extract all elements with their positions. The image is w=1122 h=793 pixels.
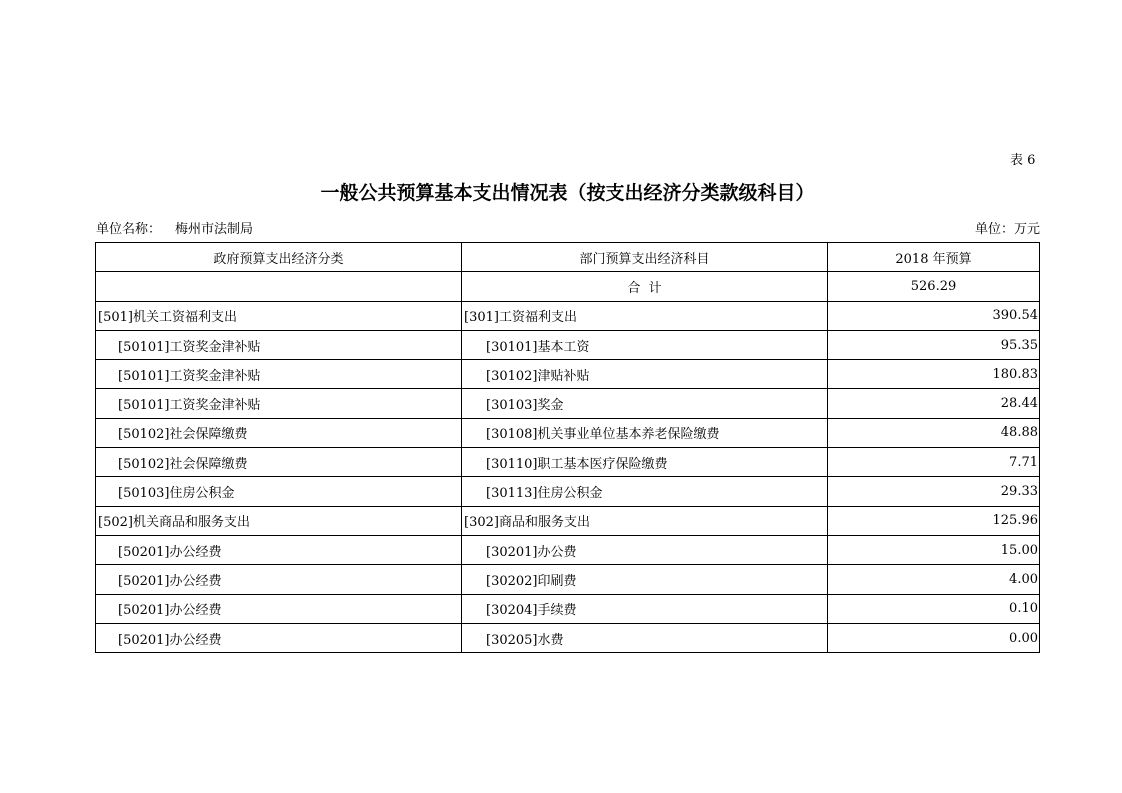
- header-budget-2018: 2018 年预算: [828, 243, 1040, 272]
- gov-classification-cell: [50101]工资奖金津补贴: [96, 360, 462, 389]
- gov-classification-cell: [50201]办公经费: [96, 623, 462, 652]
- gov-classification-cell: [50201]办公经费: [96, 594, 462, 623]
- unit-info-line: [96, 218, 1040, 237]
- amount-cell: 28.44: [828, 389, 1040, 418]
- amount-cell: 180.83: [828, 360, 1040, 389]
- gov-classification-cell: [50102]社会保障缴费: [96, 448, 462, 477]
- total-value: 526.29: [828, 272, 1040, 301]
- header-gov-classification: 政府预算支出经济分类: [96, 243, 462, 272]
- table-number: 表 6: [1010, 153, 1036, 168]
- dept-subject-cell: [30201]办公费: [462, 535, 828, 564]
- gov-classification-cell: [50201]办公经费: [96, 565, 462, 594]
- budget-table: [95, 242, 1040, 653]
- table-row: [96, 330, 1040, 359]
- table-row: [96, 565, 1040, 594]
- dept-subject-cell: [30110]职工基本医疗保险缴费: [462, 448, 828, 477]
- amount-cell: 0.00: [828, 623, 1040, 652]
- gov-classification-cell: [501]机关工资福利支出: [96, 301, 462, 330]
- amount-cell: 95.35: [828, 330, 1040, 359]
- dept-subject-cell: [30102]津贴补贴: [462, 360, 828, 389]
- unit-name: 梅州市法制局: [175, 222, 254, 237]
- total-label: 合 计: [462, 272, 828, 301]
- unit-name-group: [96, 218, 253, 237]
- header-dept-subject: 部门预算支出经济科目: [462, 243, 828, 272]
- dept-subject-cell: [30202]印刷费: [462, 565, 828, 594]
- dept-subject-cell: [30103]奖金: [462, 389, 828, 418]
- gov-classification-cell: [50201]办公经费: [96, 535, 462, 564]
- table-row: [96, 477, 1040, 506]
- page-title: 一般公共预算基本支出情况表（按支出经济分类款级科目）: [320, 182, 815, 204]
- gov-classification-cell: [50101]工资奖金津补贴: [96, 330, 462, 359]
- total-row: [96, 272, 1040, 301]
- amount-cell: 125.96: [828, 506, 1040, 535]
- table-row: [96, 389, 1040, 418]
- dept-subject-cell: [302]商品和服务支出: [462, 506, 828, 535]
- amount-cell: 4.00: [828, 565, 1040, 594]
- table-row: [96, 535, 1040, 564]
- amount-cell: 48.88: [828, 418, 1040, 447]
- table-row: [96, 506, 1040, 535]
- gov-classification-cell: [50102]社会保障缴费: [96, 418, 462, 447]
- dept-subject-cell: [301]工资福利支出: [462, 301, 828, 330]
- gov-classification-cell: [502]机关商品和服务支出: [96, 506, 462, 535]
- table-row: [96, 448, 1040, 477]
- gov-classification-cell: [50101]工资奖金津补贴: [96, 389, 462, 418]
- table-row: [96, 301, 1040, 330]
- unit-name-label: 单位名称：: [96, 222, 162, 237]
- currency-unit: 单位：万元: [974, 222, 1040, 237]
- table-row: [96, 360, 1040, 389]
- table-row: [96, 623, 1040, 652]
- header-row: [96, 243, 1040, 272]
- amount-cell: 7.71: [828, 448, 1040, 477]
- dept-subject-cell: [30108]机关事业单位基本养老保险缴费: [462, 418, 828, 447]
- dept-subject-cell: [30101]基本工资: [462, 330, 828, 359]
- amount-cell: 390.54: [828, 301, 1040, 330]
- table-row: [96, 418, 1040, 447]
- total-empty-cell: [96, 272, 462, 301]
- table-row: [96, 594, 1040, 623]
- amount-cell: 29.33: [828, 477, 1040, 506]
- amount-cell: 0.10: [828, 594, 1040, 623]
- gov-classification-cell: [50103]住房公积金: [96, 477, 462, 506]
- amount-cell: 15.00: [828, 535, 1040, 564]
- dept-subject-cell: [30113]住房公积金: [462, 477, 828, 506]
- dept-subject-cell: [30205]水费: [462, 623, 828, 652]
- dept-subject-cell: [30204]手续费: [462, 594, 828, 623]
